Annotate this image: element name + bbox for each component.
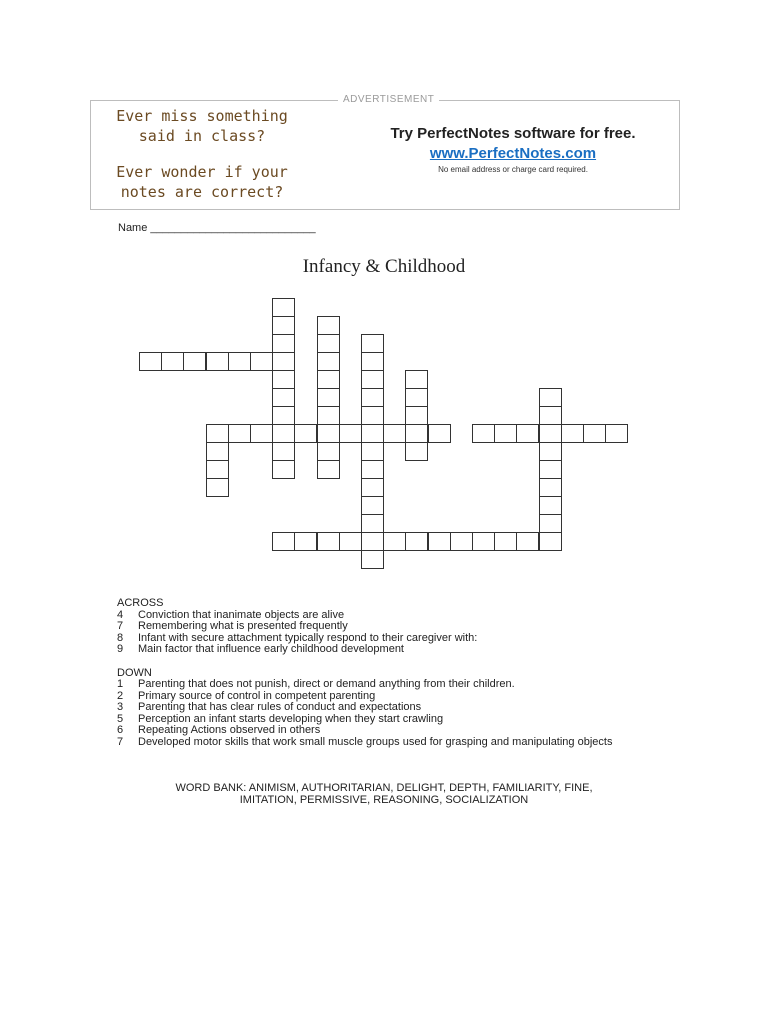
crossword-cell[interactable] (206, 478, 229, 497)
clue-number: 7 (117, 735, 124, 748)
crossword-cell[interactable] (383, 424, 406, 443)
crossword-cell[interactable] (272, 352, 295, 371)
crossword-cell[interactable] (361, 550, 384, 569)
crossword-cell[interactable] (317, 370, 340, 389)
clues-section (117, 598, 637, 748)
crossword-cell[interactable] (139, 352, 162, 371)
crossword-cell[interactable] (206, 352, 229, 371)
crossword-cell[interactable] (228, 352, 251, 371)
page-title: Infancy & Childhood (302, 256, 466, 277)
crossword-cell[interactable] (539, 514, 562, 533)
crossword-cell[interactable] (183, 352, 206, 371)
crossword-cell[interactable] (605, 424, 628, 443)
down-clue (117, 725, 637, 737)
crossword-cell[interactable] (494, 424, 517, 443)
clue-text: Main factor that influence early childhood development (138, 643, 404, 655)
crossword-cell[interactable] (317, 406, 340, 425)
across-clue (117, 644, 637, 656)
crossword-cell[interactable] (272, 442, 295, 461)
crossword-cell[interactable] (361, 424, 384, 443)
advertisement-label: ADVERTISEMENT (338, 94, 439, 105)
crossword-cell[interactable] (294, 424, 317, 443)
crossword-cell[interactable] (361, 514, 384, 533)
crossword-cell[interactable] (272, 316, 295, 335)
crossword-cell[interactable] (339, 424, 362, 443)
crossword-cell[interactable] (272, 406, 295, 425)
crossword-cell[interactable] (250, 424, 273, 443)
down-clue (117, 737, 637, 749)
crossword-cell[interactable] (206, 460, 229, 479)
crossword-cell[interactable] (405, 442, 428, 461)
tagline-line-1: Ever miss something (116, 107, 288, 125)
word-bank-line-2: IMITATION, PERMISSIVE, REASONING, SOCIALIZATION (239, 794, 529, 806)
advertisement-tagline (104, 106, 300, 202)
crossword-cell[interactable] (405, 370, 428, 389)
clue-number: 4 (117, 608, 124, 621)
crossword-cell[interactable] (539, 460, 562, 479)
clue-text: Conviction that inanimate objects are alive (138, 608, 345, 621)
crossword-cell[interactable] (428, 532, 451, 551)
crossword-cell[interactable] (405, 424, 428, 443)
crossword-cell[interactable] (539, 406, 562, 425)
clue-text: Infant with secure attachment typically respond to their caregiver with: (138, 631, 478, 644)
clue-text: Developed motor skills that work small muscle groups used for grasping and manipulating objects (138, 735, 613, 748)
crossword-cell[interactable] (272, 334, 295, 353)
clue-text: Primary source of control in competent parenting (138, 689, 376, 702)
crossword-cell[interactable] (317, 388, 340, 407)
crossword-cell[interactable] (561, 424, 584, 443)
crossword-cell[interactable] (361, 478, 384, 497)
crossword-cell[interactable] (472, 424, 495, 443)
advertisement-note: No email address or charge card required. (438, 165, 588, 174)
down-clue (117, 679, 637, 691)
crossword-cell[interactable] (472, 532, 495, 551)
down-heading: DOWN (117, 666, 152, 679)
crossword-cell[interactable] (161, 352, 184, 371)
crossword-cell[interactable] (317, 316, 340, 335)
crossword-cell[interactable] (516, 532, 539, 551)
crossword-cell[interactable] (405, 388, 428, 407)
crossword-cell[interactable] (361, 496, 384, 515)
crossword-cell[interactable] (361, 352, 384, 371)
clue-text: Remembering what is presented frequently (138, 620, 348, 632)
clue-text: Parenting that has clear rules of conduct and expectations (138, 701, 422, 713)
crossword-cell[interactable] (516, 424, 539, 443)
crossword-cell[interactable] (317, 334, 340, 353)
crossword-cell[interactable] (539, 388, 562, 407)
clue-number: 3 (117, 701, 124, 713)
crossword-cell[interactable] (272, 370, 295, 389)
crossword-cell[interactable] (361, 442, 384, 461)
crossword-cell[interactable] (339, 532, 362, 551)
across-heading: ACROSS (117, 597, 164, 609)
clue-number: 6 (117, 724, 124, 736)
down-clue (117, 702, 637, 714)
crossword-cell[interactable] (317, 460, 340, 479)
clue-number: 9 (117, 643, 124, 655)
crossword-cell[interactable] (539, 478, 562, 497)
crossword-cell[interactable] (361, 532, 384, 551)
crossword-cell[interactable] (361, 388, 384, 407)
advertisement-headline: Try PerfectNotes software for free. (390, 125, 636, 142)
crossword-cell[interactable] (539, 496, 562, 515)
crossword-cell[interactable] (428, 424, 451, 443)
crossword-cell[interactable] (317, 532, 340, 551)
advertisement-link[interactable]: www.PerfectNotes.com (429, 145, 597, 162)
clue-number: 5 (117, 712, 124, 725)
crossword-cell[interactable] (383, 532, 406, 551)
crossword-cell[interactable] (494, 532, 517, 551)
word-bank-line-1: WORD BANK: ANIMISM, AUTHORITARIAN, DELIGHT, DEPTH, FAMILIARITY, FINE, (175, 782, 593, 794)
crossword-cell[interactable] (361, 370, 384, 389)
crossword-cell[interactable] (206, 424, 229, 443)
crossword-cell[interactable] (272, 424, 295, 443)
crossword-cell[interactable] (450, 532, 473, 551)
crossword-cell[interactable] (272, 388, 295, 407)
crossword-cell[interactable] (272, 460, 295, 479)
crossword-cell[interactable] (317, 424, 340, 443)
crossword-cell[interactable] (272, 532, 295, 551)
clue-text: Repeating Actions observed in others (138, 724, 321, 736)
crossword-cell[interactable] (317, 352, 340, 371)
across-clue (117, 621, 637, 633)
clue-number: 8 (117, 631, 124, 644)
name-field: Name ___________________________ (118, 222, 316, 234)
clue-text: Parenting that does not punish, direct or demand anything from their children. (138, 678, 515, 690)
crossword-cell[interactable] (583, 424, 606, 443)
crossword-cell[interactable] (539, 532, 562, 551)
crossword-cell[interactable] (206, 442, 229, 461)
crossword-cell[interactable] (317, 442, 340, 461)
crossword-cell[interactable] (361, 460, 384, 479)
crossword-cell[interactable] (294, 532, 317, 551)
crossword-cell[interactable] (539, 424, 562, 443)
clue-text: Perception an infant starts developing when they start crawling (138, 712, 444, 725)
tagline-line-3: Ever wonder if your (116, 163, 288, 181)
tagline-line-4: notes are correct? (120, 183, 284, 201)
crossword-cell[interactable] (361, 334, 384, 353)
crossword-cell[interactable] (539, 442, 562, 461)
crossword-cell[interactable] (361, 406, 384, 425)
crossword-cell[interactable] (250, 352, 273, 371)
clue-number: 2 (117, 689, 124, 702)
clue-number: 7 (117, 620, 124, 632)
clue-number: 1 (117, 678, 124, 690)
word-bank (120, 782, 648, 806)
crossword-cell[interactable] (272, 298, 295, 317)
crossword-cell[interactable] (228, 424, 251, 443)
crossword-cell[interactable] (405, 532, 428, 551)
crossword-cell[interactable] (405, 406, 428, 425)
tagline-line-2: said in class? (138, 127, 266, 145)
